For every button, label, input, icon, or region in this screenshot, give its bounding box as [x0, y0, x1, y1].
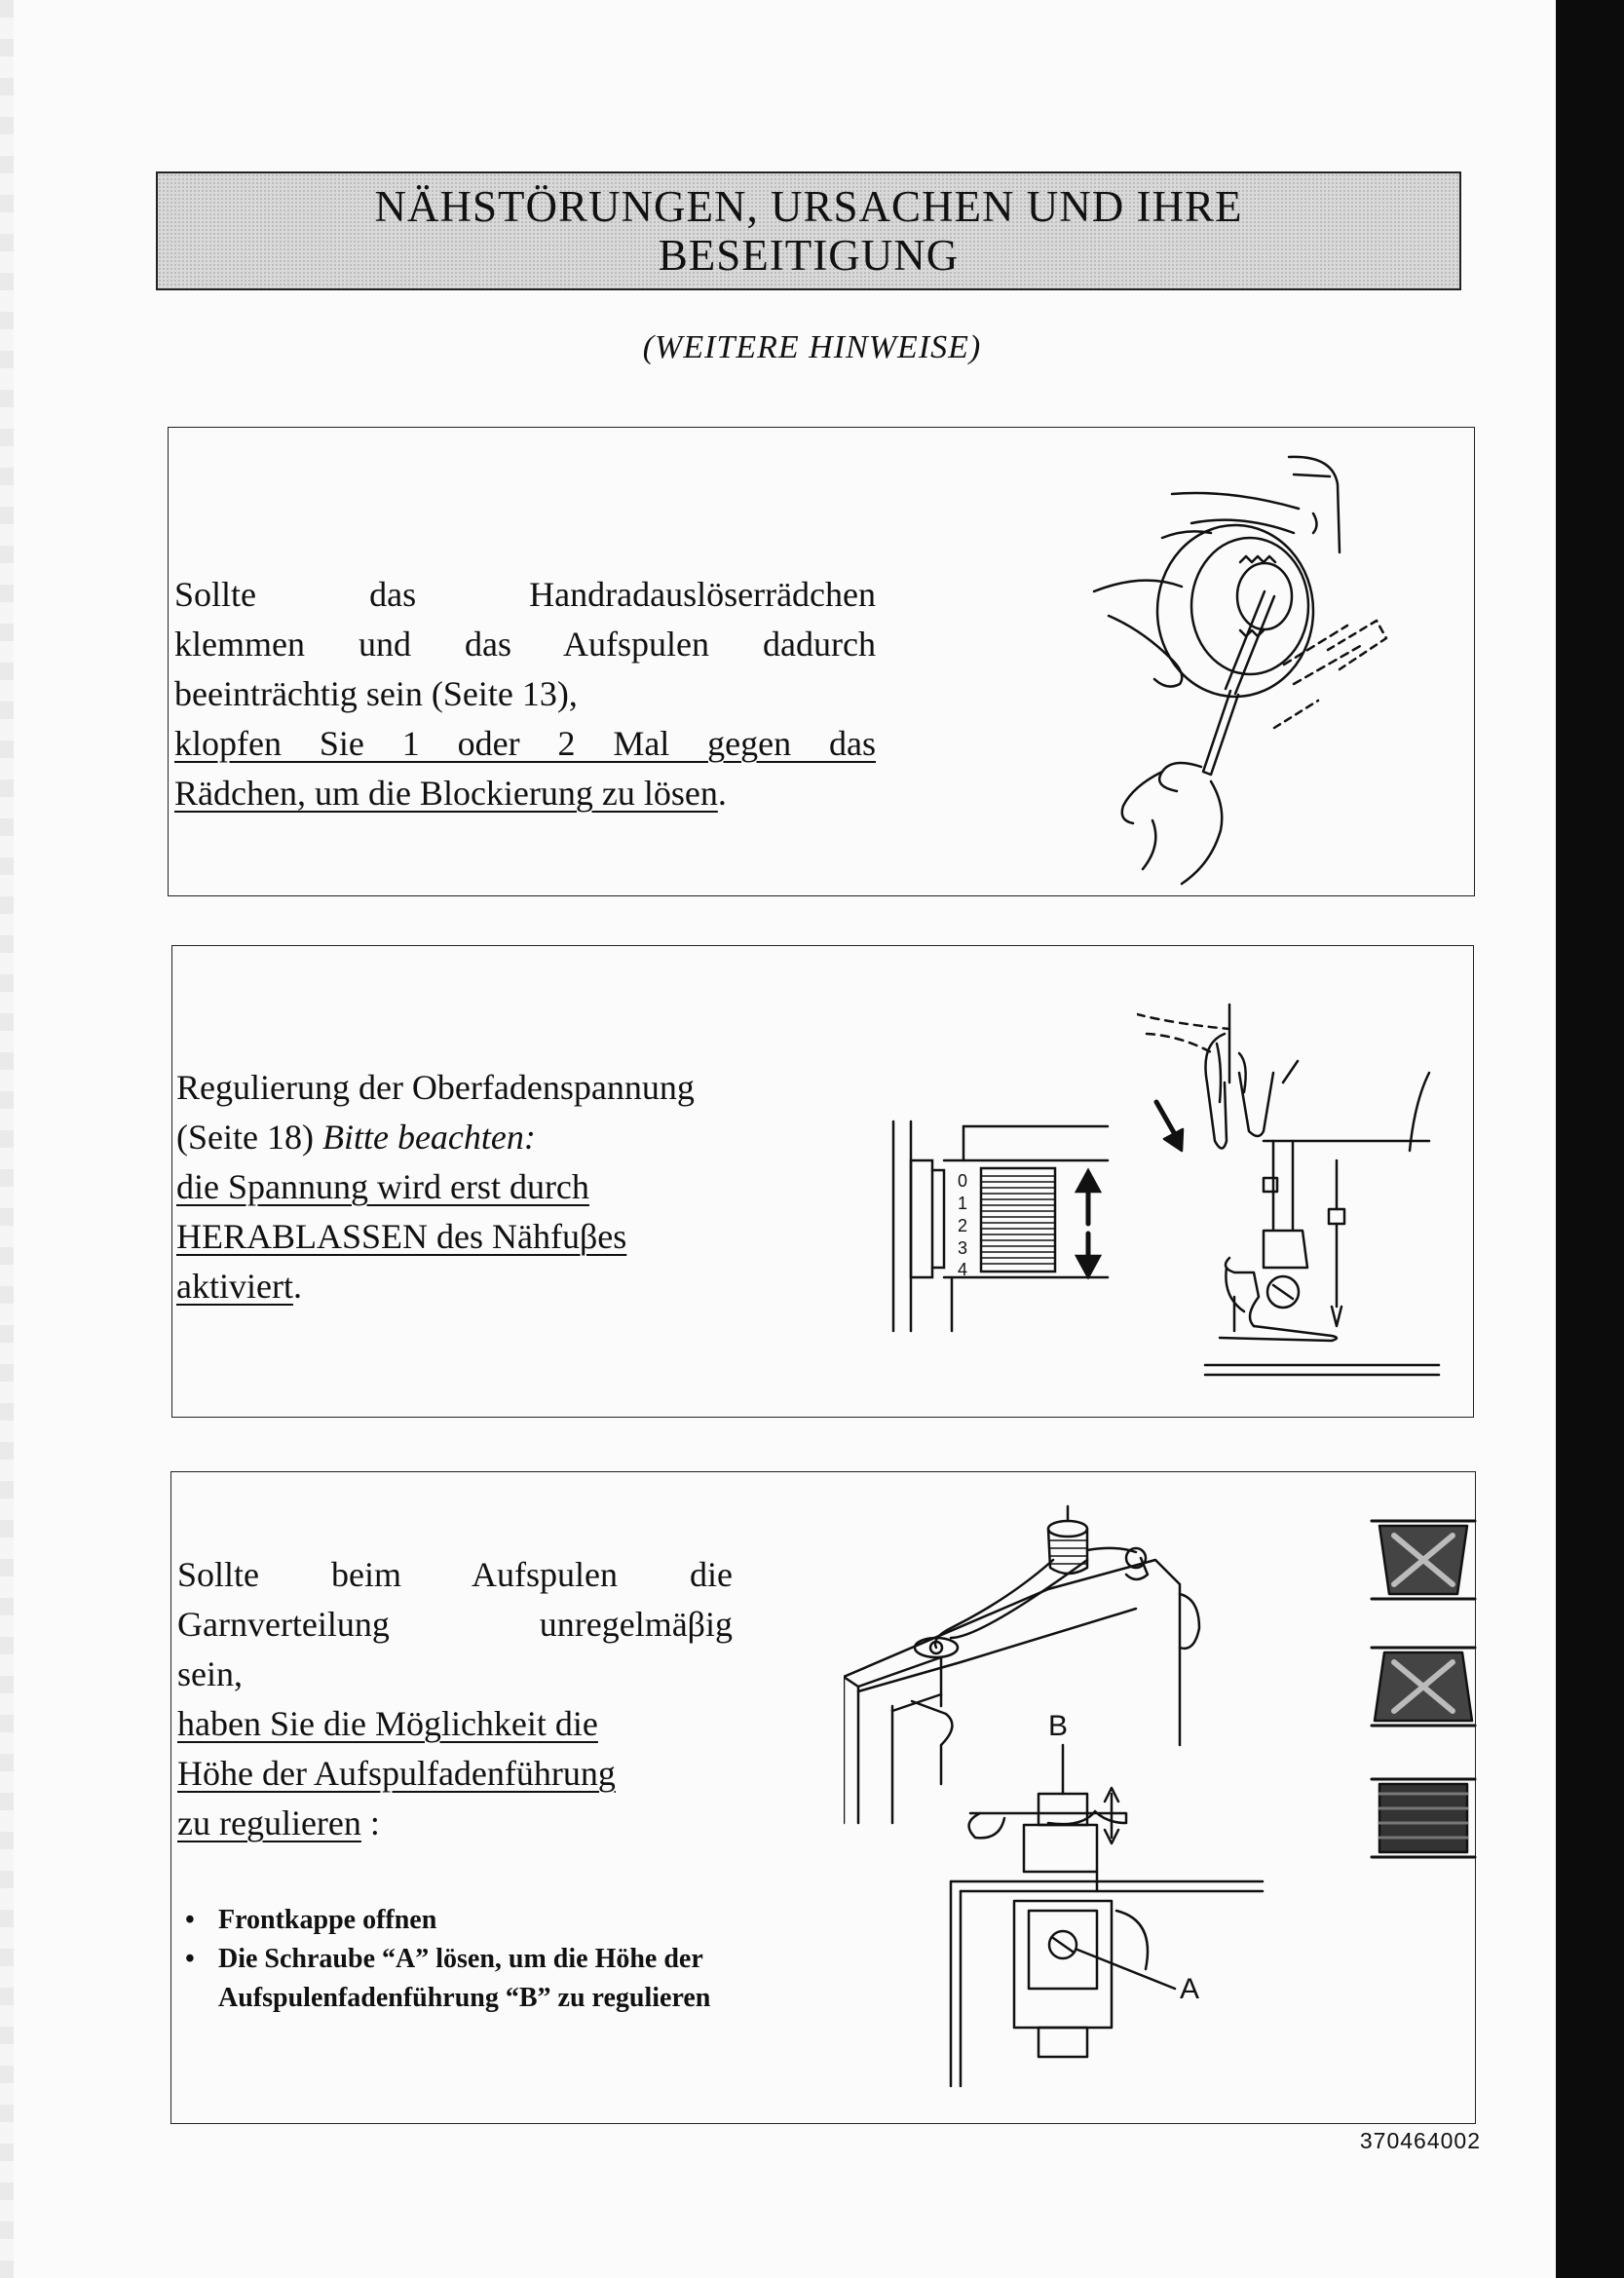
bobbin-winder-illustration	[844, 1501, 1477, 2106]
section3-instruction: haben Sie die Möglichkeit die	[177, 1704, 598, 1743]
document-number: 370464002	[1359, 2128, 1481, 2153]
section-upper-thread-tension	[171, 945, 1474, 1418]
section-bobbin-winding	[170, 1471, 1476, 2124]
tension-dial-illustration	[884, 1112, 1117, 1336]
section3-line: sein,	[177, 1654, 243, 1693]
list-item: • Die Schraube “A” lösen, um die Höhe der Aufspulenfadenführung “B” zu regulieren	[181, 1940, 783, 2018]
instruction-list	[181, 1901, 783, 2018]
section2-instruction: HERABLASSEN des Nähfuβes	[176, 1217, 627, 1256]
dial-number: 4	[958, 1260, 968, 1279]
section2-line: (Seite 18) Bitte beachten:	[176, 1118, 536, 1157]
label-b: B	[1048, 1710, 1069, 1742]
presser-foot-illustration	[1137, 975, 1468, 1385]
section3-line: Sollte beim Aufspulen die	[177, 1555, 733, 1594]
dial-number: 0	[958, 1171, 968, 1191]
section1-text	[174, 570, 876, 818]
dial-number: 3	[958, 1238, 968, 1258]
section1-instruction: klopfen Sie 1 oder 2 Mal gegen das	[174, 724, 876, 763]
section2-line: Regulierung der Oberfadenspannung	[176, 1068, 695, 1107]
section1-line: beeinträchtig sein (Seite 13),	[174, 674, 578, 713]
section3-instruction: zu regulieren :	[177, 1803, 380, 1842]
section2-text	[176, 1063, 878, 1311]
section2-instruction: aktiviert.	[176, 1267, 302, 1306]
section1-line: klemmen und das Aufspulen dadurch	[174, 625, 876, 664]
section2-instruction: die Spannung wird erst durch	[176, 1167, 589, 1206]
list-item: • Frontkappe offnen	[181, 1901, 783, 1940]
section3-text	[177, 1550, 733, 1848]
section-handwheel-release	[168, 427, 1475, 896]
dial-number: 2	[958, 1216, 968, 1235]
label-a: A	[1180, 1973, 1200, 2005]
section3-line: Garnverteilung unregelmäβig	[177, 1605, 733, 1644]
section3-instruction: Höhe der Aufspulfadenführung	[177, 1754, 616, 1793]
title-banner	[156, 171, 1461, 290]
section1-line: Sollte das Handradauslöserrädchen	[174, 575, 876, 614]
section1-instruction: Rädchen, um die Blockierung zu lösen.	[174, 774, 727, 813]
winding-examples	[1372, 1521, 1475, 1857]
dial-number: 1	[958, 1194, 968, 1213]
page-title: NÄHSTÖRUNGEN, URSACHEN UND IHRE BESEITIGUNG	[374, 182, 1243, 280]
page-subtitle: (WEITERE HINWEISE)	[642, 329, 982, 365]
handwheel-tapping-illustration	[1065, 436, 1474, 893]
